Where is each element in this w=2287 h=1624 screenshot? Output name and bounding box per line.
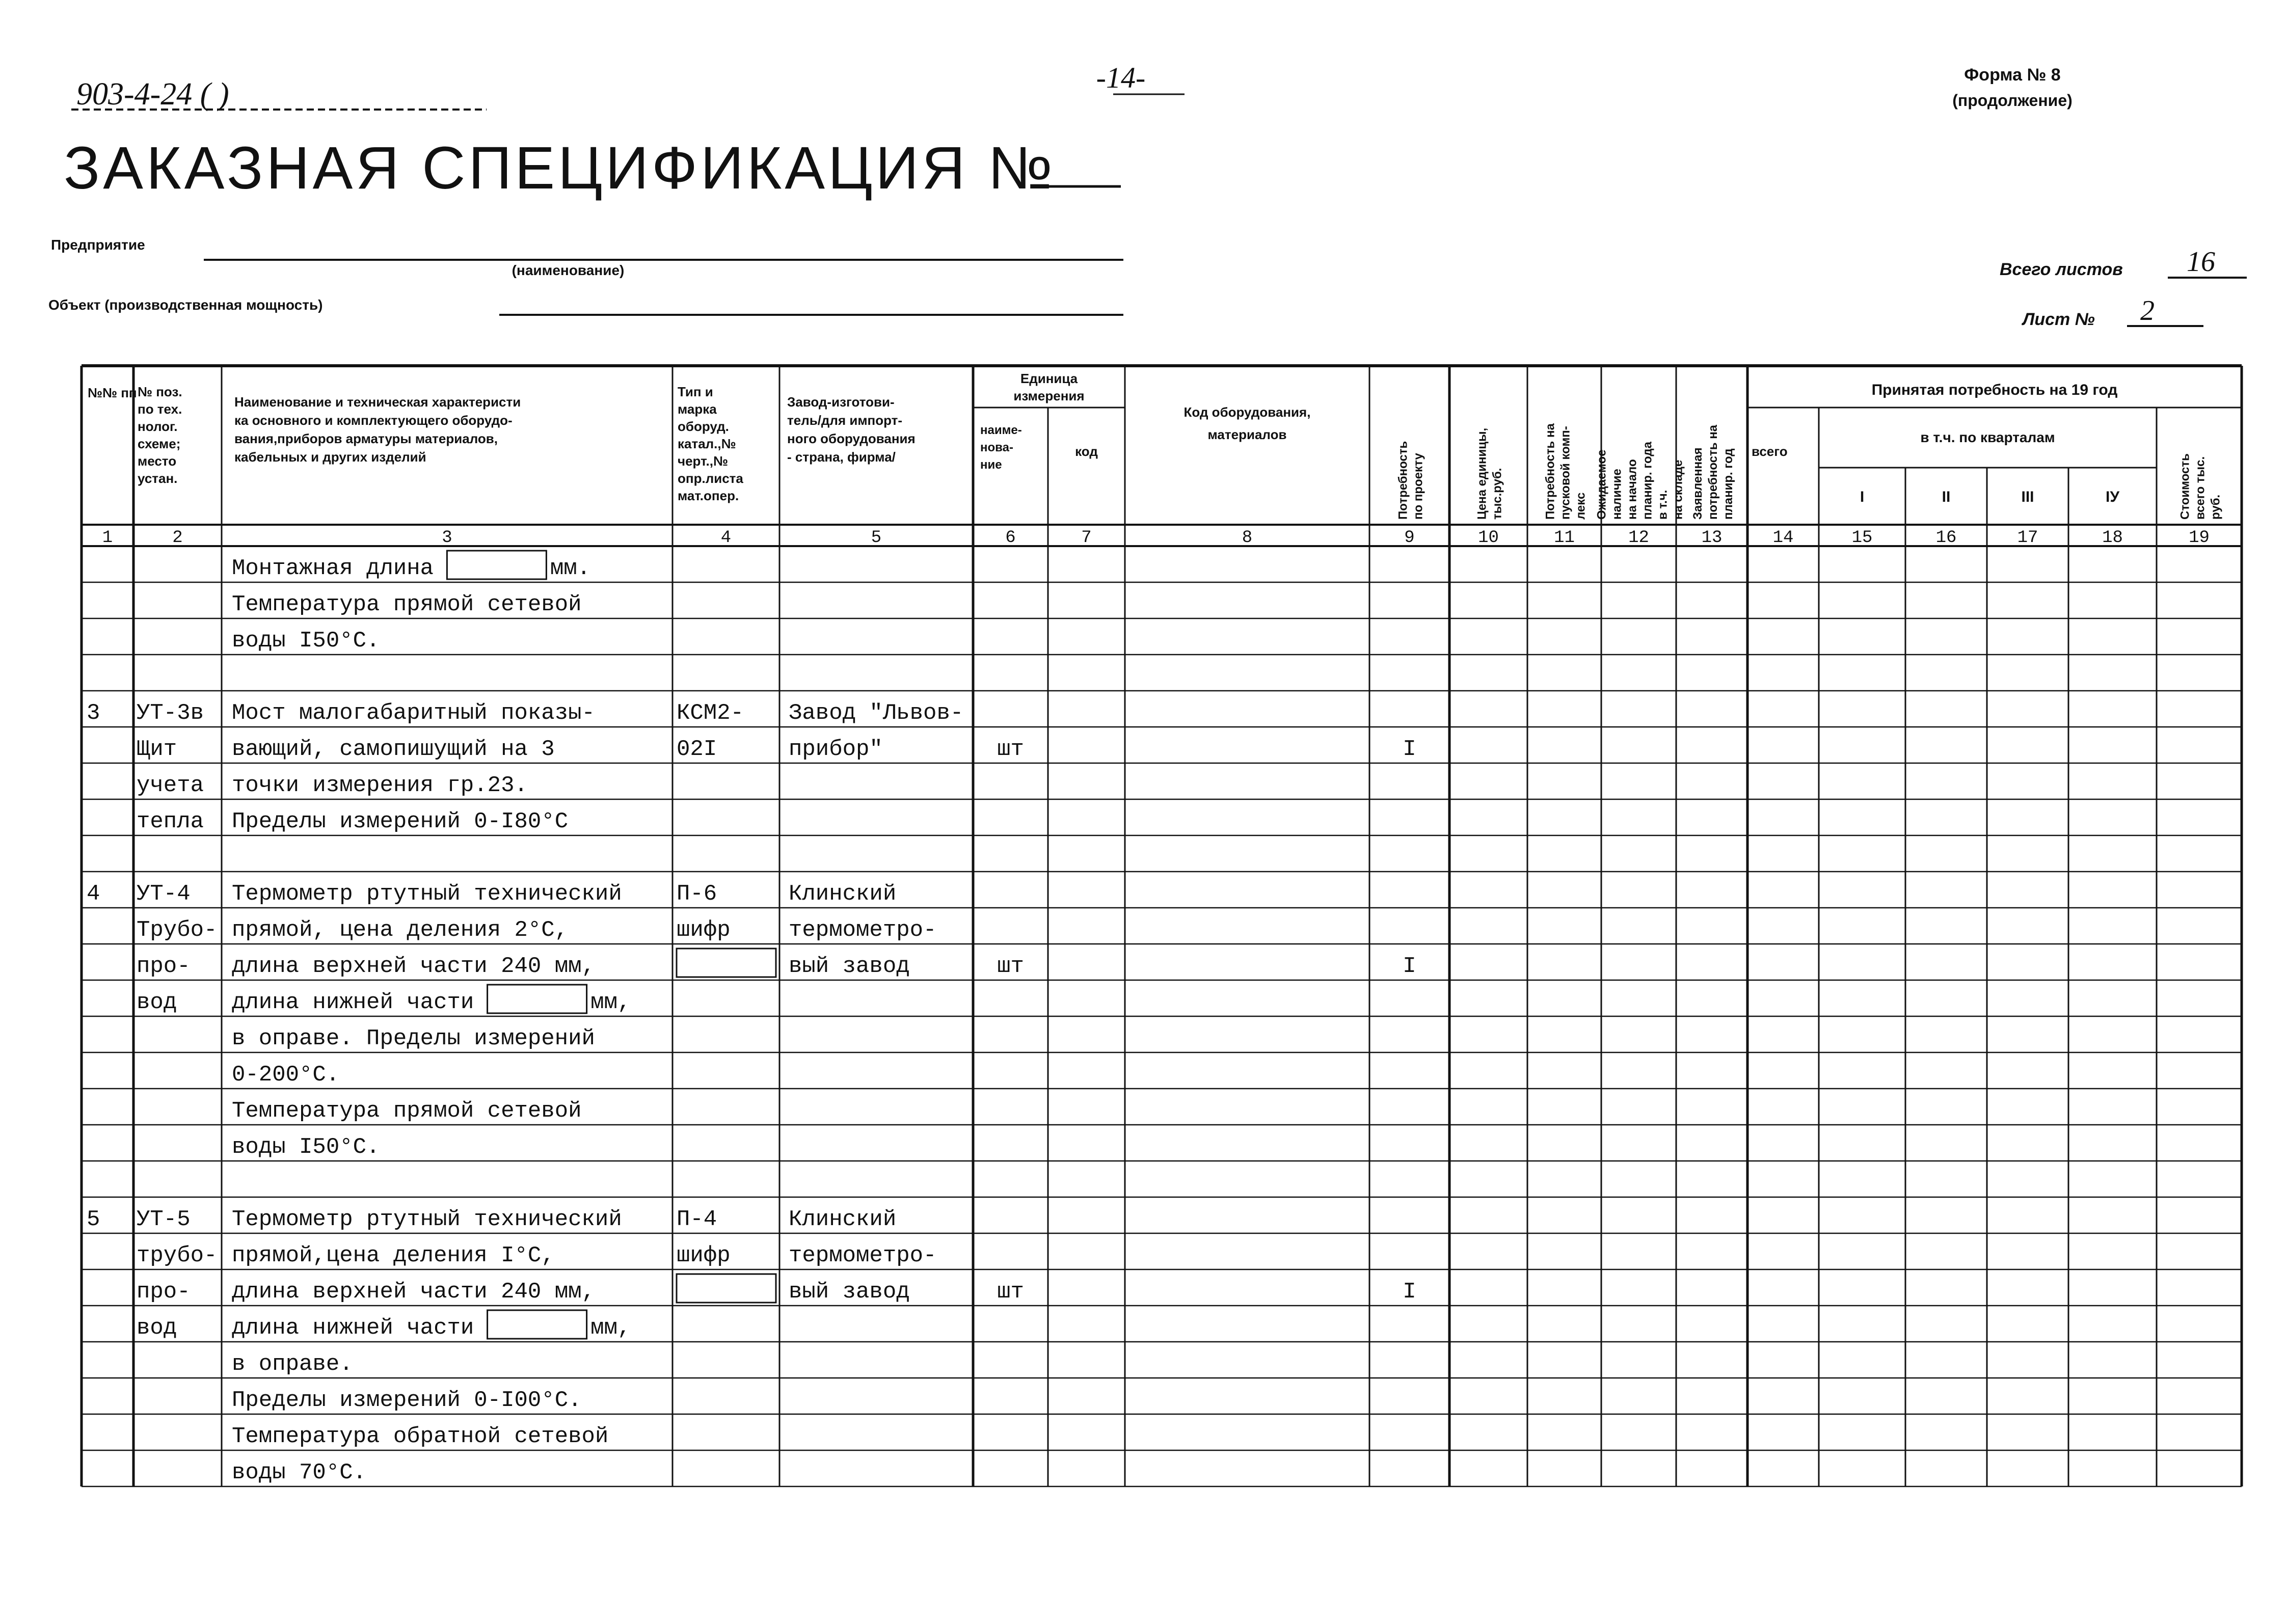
svg-text:в т.ч.: в т.ч.	[1656, 490, 1670, 520]
cell-c3: воды I50°С.	[232, 1134, 380, 1160]
col-19-header	[2178, 453, 2223, 520]
cell-c1: 4	[87, 881, 100, 907]
col-4-header: Тип и марка оборуд. катал.,№ черт.,№ опр.листа мат.опер.	[678, 384, 743, 503]
cell-c3: вающий, самопишущий на 3	[232, 737, 555, 762]
cell-c5: термометро-	[789, 917, 937, 943]
table-row	[137, 773, 528, 798]
col-12-header	[1595, 441, 1685, 520]
cell-c3: Температура прямой сетевой	[232, 592, 582, 617]
cell-c6: шт	[997, 1279, 1024, 1305]
cell-c2: Щит	[137, 737, 177, 762]
table-row	[232, 1388, 582, 1413]
cell-c3: длина верхней части 240 мм,	[232, 1279, 595, 1305]
quarter-3-header: III	[2021, 489, 2034, 505]
cell-c2: УТ-3в	[137, 700, 204, 726]
col-1-header: №№ пп	[88, 385, 137, 400]
cell-c3: длина нижней части мм,	[232, 990, 631, 1015]
cell-c3: длина нижней части мм,	[232, 1315, 631, 1341]
svg-text:Стоимость: Стоимость	[2178, 453, 2192, 520]
cell-c3: прямой,цена деления I°С,	[232, 1243, 555, 1268]
cell-c4: КСМ2-	[677, 700, 744, 726]
cell-c6: шт	[997, 737, 1024, 762]
column-number-4: 4	[720, 528, 732, 548]
cell-c5: вый завод	[789, 1279, 910, 1305]
cell-c9: I	[1403, 1279, 1416, 1305]
svg-text:Потребность: Потребность	[1396, 441, 1410, 520]
col-11-header	[1544, 423, 1588, 520]
total-sheets-label: Всего листов	[2000, 260, 2123, 279]
cell-c5: Клинский	[789, 881, 897, 907]
quarter-1-header: I	[1860, 489, 1865, 505]
svg-text:планир. года: планир. года	[1640, 442, 1655, 520]
table-row	[232, 1098, 582, 1124]
name-caption: (наименование)	[512, 262, 625, 278]
cell-c3: в оправе.	[232, 1351, 353, 1377]
table-row	[232, 1424, 608, 1449]
svg-text:по проекту: по проекту	[1411, 453, 1425, 520]
cell-c3: в оправе. Пределы измерений	[232, 1026, 595, 1051]
col-8-header: Код оборудования, материалов	[1183, 404, 1311, 442]
col-2-header: № поз. по тех. нолог. схеме; место устан.	[138, 384, 182, 486]
sheet-value: 2	[2140, 295, 2155, 327]
cell-c4	[677, 1279, 766, 1305]
cell-c6: шт	[997, 954, 1024, 979]
column-number-5: 5	[871, 528, 882, 548]
cell-c5: Завод "Львов-	[789, 700, 964, 726]
col-3-header: Наименование и техническая характеристи ка основного и комплектующего оборудо-вания,приборов арматуры материалов, кабельных и других изделий	[234, 394, 521, 465]
cell-c2: вод	[137, 1315, 177, 1341]
table-row	[137, 1310, 631, 1341]
svg-text:на складе: на складе	[1671, 459, 1685, 520]
table-row	[232, 628, 380, 654]
enterprise-label: Предприятие	[51, 237, 145, 253]
cell-c4: П-6	[677, 881, 717, 907]
cell-c3: Мост малогабаритный показы-	[232, 700, 595, 726]
table-row	[137, 1274, 1416, 1305]
table-row	[137, 949, 1416, 979]
svg-text:пусковой комп-: пусковой комп-	[1558, 426, 1573, 520]
column-number-19: 19	[2189, 528, 2210, 548]
col-14-header: всего	[1752, 444, 1788, 459]
cell-c3: воды I50°С.	[232, 628, 380, 654]
column-number-15: 15	[1851, 528, 1873, 548]
svg-text:Потребность на: Потребность на	[1543, 423, 1557, 520]
table-row	[87, 1207, 896, 1232]
svg-text:потребность на: потребность на	[1706, 424, 1720, 520]
col-10-header	[1475, 428, 1504, 520]
cell-c5: Клинский	[789, 1207, 897, 1232]
col-5-header: Завод-изготови-тель/для импорт-ного оборудования - страна, фирма/	[787, 394, 916, 465]
cell-c5: термометро-	[789, 1243, 937, 1268]
cell-c3: Температура прямой сетевой	[232, 1098, 582, 1124]
cell-c1: 3	[87, 700, 100, 726]
table-row	[232, 592, 582, 617]
col-9-header	[1396, 441, 1425, 520]
cell-c2: Трубо-	[137, 917, 218, 943]
cell-c3: Температура обратной сетевой	[232, 1424, 609, 1449]
col-6-7-header: Единица измерения	[1013, 371, 1085, 403]
cell-c3: Термометр ртутный технический	[232, 881, 622, 907]
svg-text:тыс.руб.: тыс.руб.	[1490, 468, 1504, 520]
column-number-6: 6	[1005, 528, 1016, 548]
cell-c2: трубо-	[137, 1243, 218, 1268]
cell-c3: Монтажная длина мм.	[232, 556, 591, 581]
column-number-16: 16	[1935, 528, 1957, 548]
table-row	[137, 809, 568, 834]
cell-c1: 5	[87, 1207, 100, 1232]
table-row	[87, 700, 963, 726]
svg-text:Заявленная: Заявленная	[1691, 447, 1705, 520]
cell-c3: воды 70°С.	[232, 1460, 367, 1485]
cell-c3: Пределы измерений 0-I80°С	[232, 809, 569, 834]
column-number-2: 2	[172, 528, 183, 548]
table-row	[232, 1351, 353, 1377]
table-header	[88, 371, 2223, 548]
column-number-11: 11	[1554, 528, 1575, 548]
table-row	[137, 917, 936, 943]
cell-c4	[677, 954, 766, 979]
cell-c2: УТ-4	[137, 881, 191, 907]
table-row	[137, 737, 1416, 762]
table-row	[232, 1460, 366, 1485]
cell-c2: тепла	[137, 809, 204, 834]
cell-c3: 0-200°С.	[232, 1062, 340, 1088]
column-number-18: 18	[2102, 528, 2123, 548]
column-number-12: 12	[1628, 528, 1649, 548]
cell-c3: прямой, цена деления 2°С,	[232, 917, 569, 943]
col-6-header: наиме-нова-ние	[980, 423, 1022, 472]
cell-c9: I	[1403, 737, 1416, 762]
cell-c4: 02I	[677, 737, 717, 762]
cell-c2: вод	[137, 990, 177, 1015]
cell-c9: I	[1403, 954, 1416, 979]
column-number-14: 14	[1772, 528, 1794, 548]
cell-c2: про-	[137, 1279, 191, 1305]
column-number-1: 1	[102, 528, 113, 548]
cell-c2: УТ-5	[137, 1207, 191, 1232]
table-row	[232, 551, 590, 581]
cell-c5: прибор"	[789, 737, 883, 762]
svg-text:на начало: на начало	[1625, 459, 1639, 520]
col-13-header	[1691, 424, 1735, 520]
table-row	[137, 985, 631, 1015]
document-title: ЗАКАЗНАЯ СПЕЦИФИКАЦИЯ №	[64, 134, 1056, 202]
page-number: -14-	[1096, 61, 1146, 94]
svg-text:всего тыс.: всего тыс.	[2193, 456, 2208, 520]
sheet-label: Лист №	[2023, 310, 2095, 329]
column-number-8: 8	[1242, 528, 1253, 548]
accepted-need-header: Принятая потребность на 19 год	[1871, 382, 2118, 398]
cell-c4: П-4	[677, 1207, 717, 1232]
form-label: Форма № 8	[1964, 65, 2061, 85]
quarter-2-header: II	[1942, 489, 1951, 505]
cell-c3: длина верхней части 240 мм,	[232, 954, 595, 979]
column-number-13: 13	[1701, 528, 1723, 548]
table-row	[87, 881, 896, 907]
column-number-3: 3	[442, 528, 452, 548]
form-continuation: (продолжение)	[1952, 91, 2073, 110]
column-number-7: 7	[1081, 528, 1092, 548]
cell-c2: учета	[137, 773, 204, 798]
table-row	[137, 1243, 936, 1268]
quarter-4-header: IУ	[2106, 489, 2119, 505]
svg-text:лекс: лекс	[1574, 492, 1588, 520]
cell-c2: про-	[137, 954, 191, 979]
quarters-header: в т.ч. по кварталам	[1920, 429, 2055, 445]
total-sheets-value: 16	[2187, 246, 2215, 278]
column-number-9: 9	[1404, 528, 1415, 548]
table-row	[232, 1026, 595, 1051]
svg-text:наличие: наличие	[1610, 469, 1624, 520]
doc-number: 903-4-24 ( )	[76, 77, 229, 112]
cell-c4: шифр	[677, 917, 731, 943]
svg-text:Ожидаемое: Ожидаемое	[1595, 449, 1609, 520]
svg-text:Цена единицы,: Цена единицы,	[1475, 427, 1489, 520]
column-number-17: 17	[2017, 528, 2038, 548]
svg-text:планир. год: планир. год	[1721, 448, 1735, 520]
cell-c5: вый завод	[789, 954, 910, 979]
cell-c3: точки измерения гр.23.	[232, 773, 528, 798]
column-number-10: 10	[1478, 528, 1499, 548]
cell-c3: Пределы измерений 0-I00°С.	[232, 1388, 582, 1413]
svg-text:руб.: руб.	[2209, 494, 2223, 520]
col-7-header: код	[1075, 444, 1098, 459]
table-row	[232, 1134, 380, 1160]
cell-c3: Термометр ртутный технический	[232, 1207, 622, 1232]
table-row	[232, 1062, 339, 1088]
cell-c4: шифр	[677, 1243, 731, 1268]
object-label: Объект (производственная мощность)	[48, 297, 323, 313]
